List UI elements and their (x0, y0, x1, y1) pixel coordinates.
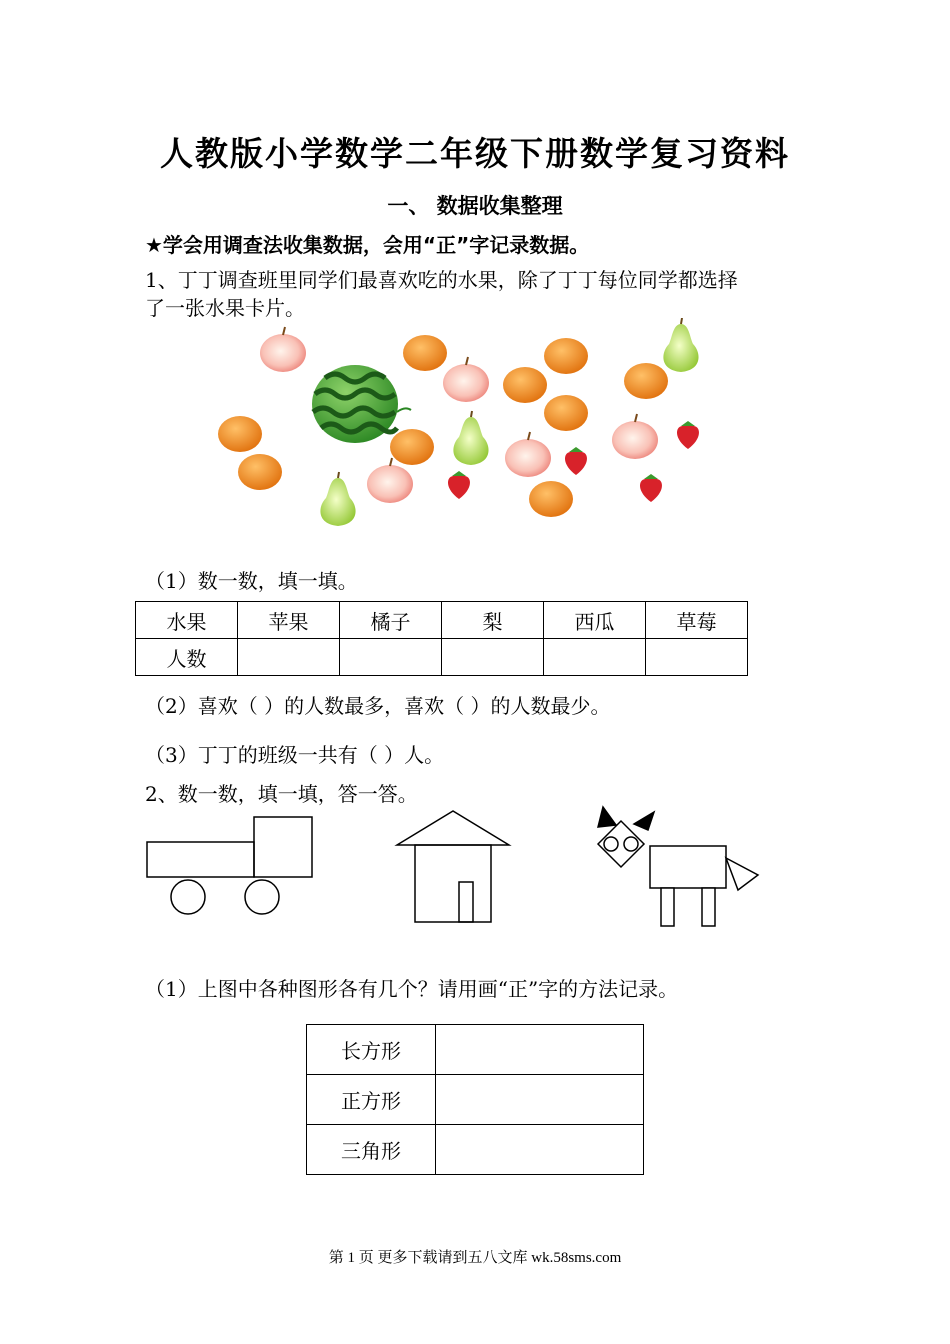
shape-label: 三角形 (307, 1125, 436, 1175)
orange-icon (544, 395, 588, 431)
animal-figure (598, 807, 758, 926)
tally-cell[interactable] (436, 1075, 644, 1125)
table-header-cell: 梨 (442, 602, 544, 639)
pear-icon (453, 411, 488, 465)
question-2-text: 2、数一数，填一填，答一答。 (145, 782, 418, 806)
shape-label: 正方形 (307, 1075, 436, 1125)
question-1-text: 1、丁丁调查班里同学们最喜欢吃的水果，除了丁丁每位同学都选择 (145, 268, 738, 292)
apple-icon (505, 432, 551, 477)
table-row (136, 602, 748, 639)
page-footer: 第 1 页 更多下载请到五八文库 wk.58sms.com (328, 1250, 622, 1266)
table-header-cell: 橘子 (340, 602, 442, 639)
apple-icon (612, 414, 658, 459)
orange-icon (403, 335, 447, 371)
orange-icon (529, 481, 573, 517)
question-1-part-1: （1）数一数，填一填。 (145, 569, 358, 593)
strawberry-icon (565, 447, 587, 475)
tally-cell[interactable] (436, 1125, 644, 1175)
table-header-cell: 草莓 (646, 602, 748, 639)
apple-icon (367, 458, 413, 503)
apple-icon (260, 327, 306, 372)
table-row (307, 1125, 644, 1175)
strawberry-icon (640, 474, 662, 502)
orange-icon (544, 338, 588, 374)
answer-cell[interactable] (238, 639, 340, 676)
table-row (307, 1075, 644, 1125)
watermelon-icon (312, 365, 411, 443)
answer-cell[interactable] (544, 639, 646, 676)
strawberry-icon (448, 471, 470, 499)
learning-goal: ★学会用调查法收集数据，会用“正”字记录数据。 (145, 233, 590, 257)
fruit-cards-illustration (200, 318, 720, 528)
truck-figure (147, 817, 312, 914)
table-header-cell: 苹果 (238, 602, 340, 639)
answer-cell[interactable] (442, 639, 544, 676)
question-1-part-3: （3）丁丁的班级一共有（ ）人。 (145, 743, 445, 767)
orange-icon (238, 454, 282, 490)
table-header-cell: 西瓜 (544, 602, 646, 639)
table-header-cell: 水果 (136, 602, 238, 639)
question-1-part-2: （2）喜欢（ ）的人数最多，喜欢（ ）的人数最少。 (145, 694, 611, 718)
tally-cell[interactable] (436, 1025, 644, 1075)
page-title: 人教版小学数学二年级下册数学复习资料 (160, 134, 790, 173)
pear-icon (663, 318, 698, 372)
answer-cell[interactable] (646, 639, 748, 676)
answer-cell[interactable] (340, 639, 442, 676)
shapes-figure (140, 800, 770, 935)
shape-label: 长方形 (307, 1025, 436, 1075)
table-row (136, 639, 748, 676)
section-heading: 一、 数据收集整理 (387, 194, 563, 218)
house-figure (397, 811, 509, 922)
apple-icon (443, 357, 489, 402)
orange-icon (624, 363, 668, 399)
question-2-part-1: （1）上图中各种图形各有几个？请用画“正”字的方法记录。 (145, 977, 679, 1001)
orange-icon (503, 367, 547, 403)
table-row (307, 1025, 644, 1075)
shape-tally-table (306, 1024, 644, 1175)
strawberry-icon (677, 421, 699, 449)
pear-icon (320, 472, 355, 526)
fruit-count-table (135, 601, 748, 676)
orange-icon (218, 416, 262, 452)
table-row-label: 人数 (136, 639, 238, 676)
orange-icon (390, 429, 434, 465)
question-1-text-cont: 了一张水果卡片。 (145, 296, 305, 320)
